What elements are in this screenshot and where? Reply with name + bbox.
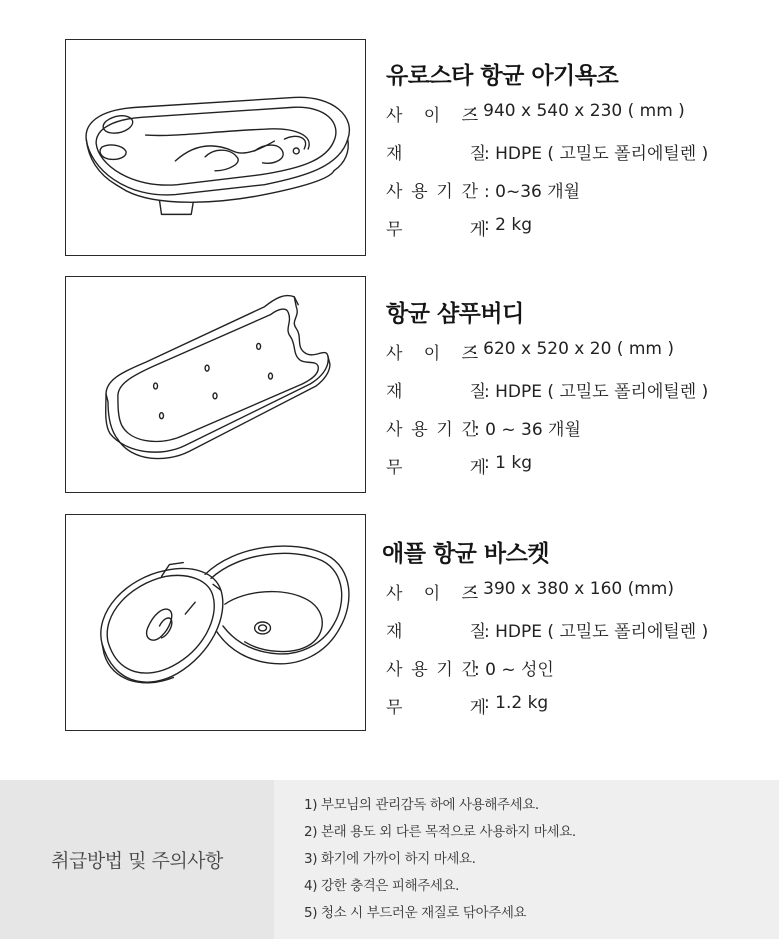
product-specs (386, 57, 709, 240)
spec-weight: 무 게 : 1 kg (386, 453, 532, 478)
care-notice-list (304, 792, 576, 927)
product-name: 애플 항균 바스켓 (382, 541, 550, 567)
spec-size: 사 이 즈 : 940 x 540 x 230 ( mm ) (386, 101, 685, 126)
spec-material-value: : HDPE ( 고밀도 폴리에틸렌 ) (484, 622, 709, 642)
spec-period: 사 용 기 간 : 0 ~ 36 개월 (386, 415, 581, 440)
list-item: 3) 화기에 가까이 하지 마세요. (304, 851, 476, 867)
product-image-frame (65, 514, 366, 731)
spec-weight: 무 게 : 2 kg (386, 215, 532, 240)
product-name: 항균 샴푸버디 (386, 301, 524, 327)
product-image-frame (65, 39, 366, 256)
spec-size: 사 이 즈 : 390 x 380 x 160 (mm) (386, 579, 674, 604)
product-image-frame (65, 276, 366, 493)
spec-weight-value: : 2 kg (484, 215, 532, 235)
spec-size-value: : 940 x 540 x 230 ( mm ) (472, 101, 685, 121)
basket-tub-illustration (66, 515, 365, 730)
spec-material: 재 질 : HDPE ( 고밀도 폴리에틸렌 ) (386, 377, 708, 402)
shampoo-mat-illustration (66, 277, 365, 492)
baby-bathtub-illustration (66, 40, 365, 255)
spec-material: 재 질 : HDPE ( 고밀도 폴리에틸렌 ) (386, 617, 708, 642)
spec-weight-value: : 1.2 kg (484, 693, 549, 713)
spec-period-value: : 0 ~ 성인 (474, 660, 554, 680)
spec-size: 사 이 즈 : 620 x 520 x 20 ( mm ) (386, 339, 674, 364)
spec-period-value: : 0~36 개월 (484, 182, 581, 202)
spec-size-value: : 390 x 380 x 160 (mm) (472, 579, 674, 599)
product-name: 유로스타 항균 아기욕조 (386, 63, 619, 89)
product-specs (382, 535, 709, 718)
list-item: 5) 청소 시 부드러운 재질로 닦아주세요 (304, 905, 527, 921)
spec-weight-value: : 1 kg (484, 453, 532, 473)
list-item: 4) 강한 충격은 피해주세요. (304, 878, 460, 894)
spec-size-value: : 620 x 520 x 20 ( mm ) (472, 339, 674, 359)
list-item: 2) 본래 용도 외 다른 목적으로 사용하지 마세요. (304, 824, 576, 840)
spec-material-value: : HDPE ( 고밀도 폴리에틸렌 ) (484, 382, 709, 402)
spec-material-value: : HDPE ( 고밀도 폴리에틸렌 ) (484, 144, 709, 164)
spec-period-value: : 0 ~ 36 개월 (474, 420, 581, 440)
spec-period: 사 용 기 간 : 0 ~ 성인 (386, 655, 554, 680)
list-item: 1) 부모님의 관리감독 하에 사용해주세요. (304, 797, 539, 813)
spec-material: 재 질 : HDPE ( 고밀도 폴리에틸렌 ) (386, 139, 708, 164)
care-notice (0, 780, 779, 939)
spec-period: 사 용 기 간 : 0~36 개월 (386, 177, 580, 202)
spec-weight: 무 게 : 1.2 kg (386, 693, 549, 718)
product-specs (386, 295, 709, 478)
care-notice-title: 취급방법 및 주의사항 (0, 780, 274, 939)
